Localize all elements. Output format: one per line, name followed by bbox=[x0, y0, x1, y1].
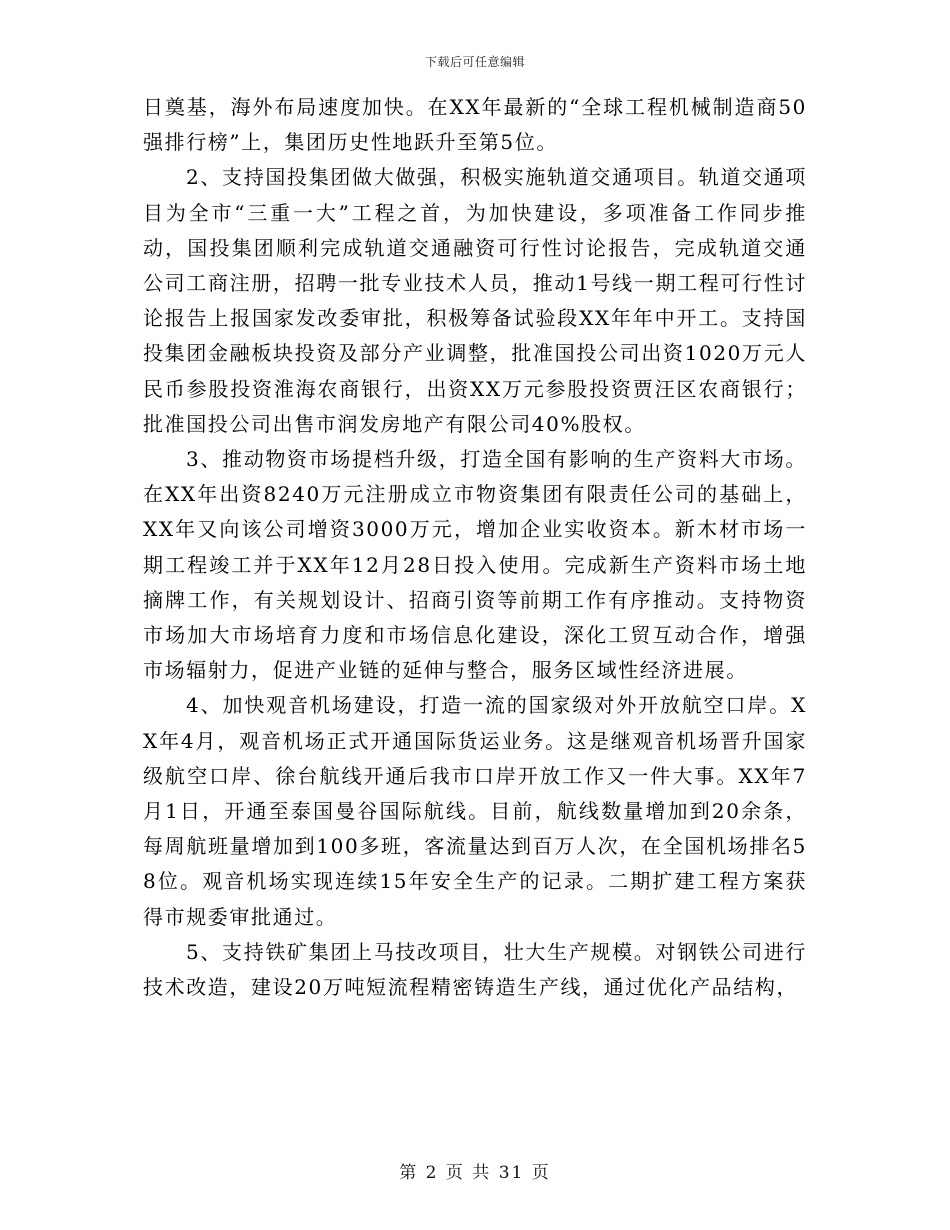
paragraph-item-2: 2、支持国投集团做大做强，积极实施轨道交通项目。轨道交通项目为全市“三重一大”工程之首，为加快建设，多项准备工作同步推动，国投集团顺利完成轨道交通融资可行性讨论报告，完成轨道交通公司工商注册，招聘一批专业技术人员，推动1号线一期工程可行性讨论报告上报国家发改委审批，积极筹备试验段XX年年中开工。支持国投集团金融板块投资及部分产业调整，批准国投公司出资1020万元人民币参股投资淮海农商银行，出资XX万元参股投资贾汪区农商银行；批准国投公司出售市润发房地产有限公司40%股权。 bbox=[143, 165, 807, 436]
document-body bbox=[143, 90, 807, 1005]
paragraph-item-3: 3、推动物资市场提档升级，打造全国有影响的生产资料大市场。在XX年出资8240万元注册成立市物资集团有限责任公司的基础上，XX年又向该公司增资3000万元，增加企业实收资本。新木材市场一期工程竣工并于XX年12月28日投入使用。完成新生产资料市场土地摘牌工作，有关规划设计、招商引资等前期工作有序推动。支持物资市场加大市场培育力度和市场信息化建设，深化工贸互动合作，增强市场辐射力，促进产业链的延伸与整合，服务区域性经济进展。 bbox=[143, 447, 807, 683]
page-header: 下载后可任意编辑 bbox=[424, 55, 525, 69]
page-number-footer: 第 2 页 共 31 页 bbox=[399, 1163, 551, 1183]
paragraph-item-4: 4、加快观音机场建设，打造一流的国家级对外开放航空口岸。XX年4月，观音机场正式开通国际货运业务。这是继观音机场晋升国家级航空口岸、徐台航线开通后我市口岸开放工作又一件大事。XX年7月1日，开通至泰国曼谷国际航线。目前，航线数量增加到20余条，每周航班量增加到100多班，客流量达到百万人次，在全国机场排名58位。观音机场实现连续15年安全生产的记录。二期扩建工程方案获得市规委审批通过。 bbox=[143, 693, 807, 929]
paragraph-item-5: 5、支持铁矿集团上马技改项目，壮大生产规模。对钢铁公司进行技术改造，建设20万吨短流程精密铸造生产线，通过优化产品结构， bbox=[143, 939, 807, 1000]
paragraph-continuation: 日奠基，海外布局速度加快。在XX年最新的“全球工程机械制造商50强排行榜”上，集团历史性地跃升至第5位。 bbox=[143, 95, 807, 155]
